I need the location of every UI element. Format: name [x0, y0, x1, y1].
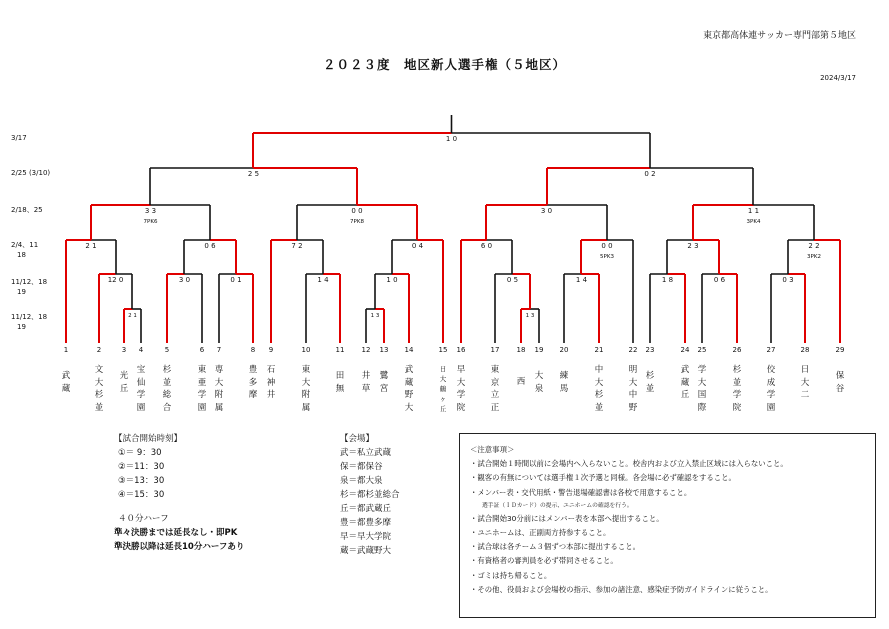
match-score: 2 2	[808, 242, 820, 250]
notes-heading: ＜注意事項＞	[470, 445, 515, 454]
match-score: 1 8	[661, 276, 674, 284]
match-score: 2 3	[687, 242, 699, 250]
team-name: 光丘	[119, 371, 129, 394]
team-name: 東京立正	[490, 365, 500, 413]
round-label: 2/18、25	[11, 206, 43, 214]
team-number: 12	[361, 346, 371, 354]
team-number: 22	[628, 346, 638, 354]
venue-item: 杉＝都杉並総合	[340, 490, 400, 500]
venue-item: 泉＝都大泉	[340, 476, 383, 486]
notes-list	[470, 457, 865, 597]
note-item: ・メンバー表・交代用紙・警告退場確認書は各校で用意すること。	[470, 487, 692, 497]
round-label: 11/12、18 19	[11, 278, 48, 296]
match-score: 0 0	[351, 207, 363, 215]
match-score: 6 0	[480, 242, 493, 250]
team-number: 11	[335, 346, 345, 354]
match-score: 2 1	[85, 242, 97, 250]
match-score: 0 3	[782, 276, 794, 284]
match-score: 1 3	[525, 313, 535, 319]
pk-note: 3PK2	[807, 254, 821, 260]
match-score: 2 1	[128, 313, 137, 319]
match-score: 0 4	[411, 242, 424, 250]
team-name: 武蔵	[61, 371, 71, 394]
team-name: 練馬	[559, 371, 569, 394]
venue-list	[340, 446, 400, 558]
team-number: 10	[301, 346, 311, 354]
team-number: 4	[138, 346, 144, 354]
team-number: 16	[456, 346, 466, 354]
team-number: 19	[534, 346, 544, 354]
match-score: 1 4	[317, 276, 329, 284]
note-item: ・ゴミは持ち帰ること。	[470, 570, 552, 580]
pk-note: 3PK4	[746, 219, 761, 225]
team-number: 9	[268, 346, 274, 354]
note-item: ・試合開始１時間以前に会場内へ入らないこと。校舎内および立入禁止区域には入らないこと。	[470, 459, 788, 469]
match-score: 3 0	[178, 276, 191, 284]
round-label: 11/12、18 19	[11, 313, 48, 331]
half-length: ４０分ハーフ	[118, 514, 169, 524]
organization-label: 東京都高体連サッカー専門部第５地区	[703, 31, 856, 41]
team-number: 23	[645, 346, 655, 354]
note-item: ・試合開始30分前にはメンバー表を本部へ提出すること。	[470, 513, 664, 523]
team-name: 鷺宮	[379, 371, 389, 394]
team-number: 15	[438, 346, 448, 354]
team-name: 明大中野	[628, 365, 638, 413]
team-number: 20	[559, 346, 569, 354]
venues-block	[340, 432, 400, 558]
round-label: 3/17	[11, 134, 27, 142]
team-name: 石神井	[266, 365, 276, 400]
venue-item: 蔵＝武蔵野大	[340, 546, 392, 556]
note-item: ・ユニホームは、正副両方持参すること。	[470, 528, 611, 538]
match-score: 1 4	[575, 276, 588, 284]
match-score: 0 6	[713, 276, 726, 284]
match-score: 0 2	[644, 170, 656, 178]
pk-note: 7PK6	[143, 219, 158, 225]
rule-quarterfinal: 準々決勝までは延長なし・即PK	[114, 528, 238, 538]
team-name: 佼成学園	[766, 365, 776, 413]
match-score: 1 0	[386, 276, 398, 284]
match-score: 2 5	[247, 170, 260, 178]
team-name: 杉並総合	[162, 365, 172, 413]
notes-box	[459, 433, 876, 618]
team-name: 杉並	[645, 371, 655, 394]
pk-note: 5PK3	[600, 254, 614, 260]
team-name: 日大二	[800, 365, 810, 400]
pk-note: 7PK8	[350, 219, 364, 225]
team-name: 井草	[361, 371, 371, 394]
team-name: 大泉	[534, 371, 544, 394]
team-name: 東大附属	[301, 365, 311, 413]
team-number: 18	[516, 346, 526, 354]
team-name: 豊多摩	[248, 365, 258, 400]
team-name: 東亜学園	[197, 365, 207, 413]
venue-item: 保＝都保谷	[340, 462, 383, 472]
team-name: 早大学院	[456, 365, 466, 413]
team-number: 1	[63, 346, 69, 354]
match-score: 1 1	[747, 207, 760, 215]
team-number: 26	[732, 346, 742, 354]
team-name: 中大杉並	[594, 365, 604, 413]
match-score: 12 0	[107, 276, 124, 284]
match-score: 0 0	[601, 242, 613, 250]
match-score: 0 5	[506, 276, 519, 284]
round-label: 2/4、11 18	[11, 241, 39, 259]
team-name: 武蔵丘	[680, 365, 690, 400]
team-number: 13	[379, 346, 389, 354]
team-number: 14	[404, 346, 414, 354]
team-number: 6	[199, 346, 205, 354]
venues-heading: 【会場】	[340, 434, 375, 444]
team-number: 24	[680, 346, 690, 354]
venue-item: 豊＝都豊多摩	[340, 518, 392, 528]
kickoff-time: ④＝15：30	[118, 490, 165, 500]
note-item: ・観客の有無については選手権１次予選と同様。各会場に必ず確認をすること。	[470, 473, 736, 483]
match-score: 0 1	[230, 276, 242, 284]
kickoff-heading: 【試合開始時刻】	[114, 434, 183, 444]
team-name: 西	[516, 377, 526, 387]
match-score: 3 3	[144, 207, 157, 215]
match-score: 7 2	[291, 242, 303, 250]
kickoff-time: ①＝ 9：30	[118, 448, 162, 458]
team-name: 日大鶴ヶ丘	[439, 365, 447, 413]
page-title: ２０２３度 地区新人選手権（５地区）	[322, 57, 566, 72]
note-item: ・その他、役員および会場校の指示、参加の諸注意、感染症予防ガイドラインに従うこと。	[470, 584, 773, 594]
team-name: 田無	[335, 371, 345, 394]
team-number: 29	[835, 346, 845, 354]
match-score: 1 0	[445, 135, 458, 143]
team-number: 5	[164, 346, 170, 354]
kickoff-time: ③＝13：30	[118, 476, 165, 486]
team-number: 17	[490, 346, 500, 354]
team-number: 7	[216, 346, 222, 354]
team-name: 学大国際	[697, 365, 707, 413]
match-score: 1 3	[370, 313, 380, 319]
document-date: 2024/3/17	[820, 74, 856, 82]
team-number: 8	[250, 346, 256, 354]
note-item: ・試合球は各チーム３個ずつ本部に提出すること。	[470, 542, 640, 552]
team-number: 25	[697, 346, 707, 354]
team-name: 杉並学院	[732, 365, 742, 413]
venue-item: 武＝私立武蔵	[340, 448, 392, 458]
note-item: ・有資格者の審判員を必ず帯同させること。	[470, 556, 618, 566]
rule-semifinal: 準決勝以降は延長10分ハーフあり	[114, 542, 245, 552]
venue-item: 丘＝都武蔵丘	[340, 504, 392, 514]
team-name: 保谷	[835, 371, 845, 394]
match-score: 3 0	[540, 207, 553, 215]
team-number: 21	[594, 346, 604, 354]
team-number: 2	[96, 346, 102, 354]
team-number: 3	[121, 346, 127, 354]
kickoff-time: ②＝11：30	[118, 462, 165, 472]
venue-item: 早＝早大学院	[340, 532, 392, 542]
round-label: 2/25 (3/10)	[11, 169, 51, 177]
team-name: 専大附属	[214, 365, 224, 413]
kickoff-block	[114, 432, 244, 554]
team-name: 武蔵野大	[404, 365, 414, 413]
note-item: 選手証（ＩＤカード）の提示、ユニホームの確認を行う。	[482, 502, 633, 509]
team-name: 宝仙学園	[136, 365, 146, 413]
team-number: 27	[766, 346, 776, 354]
team-number: 28	[800, 346, 810, 354]
match-score: 0 6	[204, 242, 216, 250]
team-name: 文大杉並	[94, 365, 104, 413]
